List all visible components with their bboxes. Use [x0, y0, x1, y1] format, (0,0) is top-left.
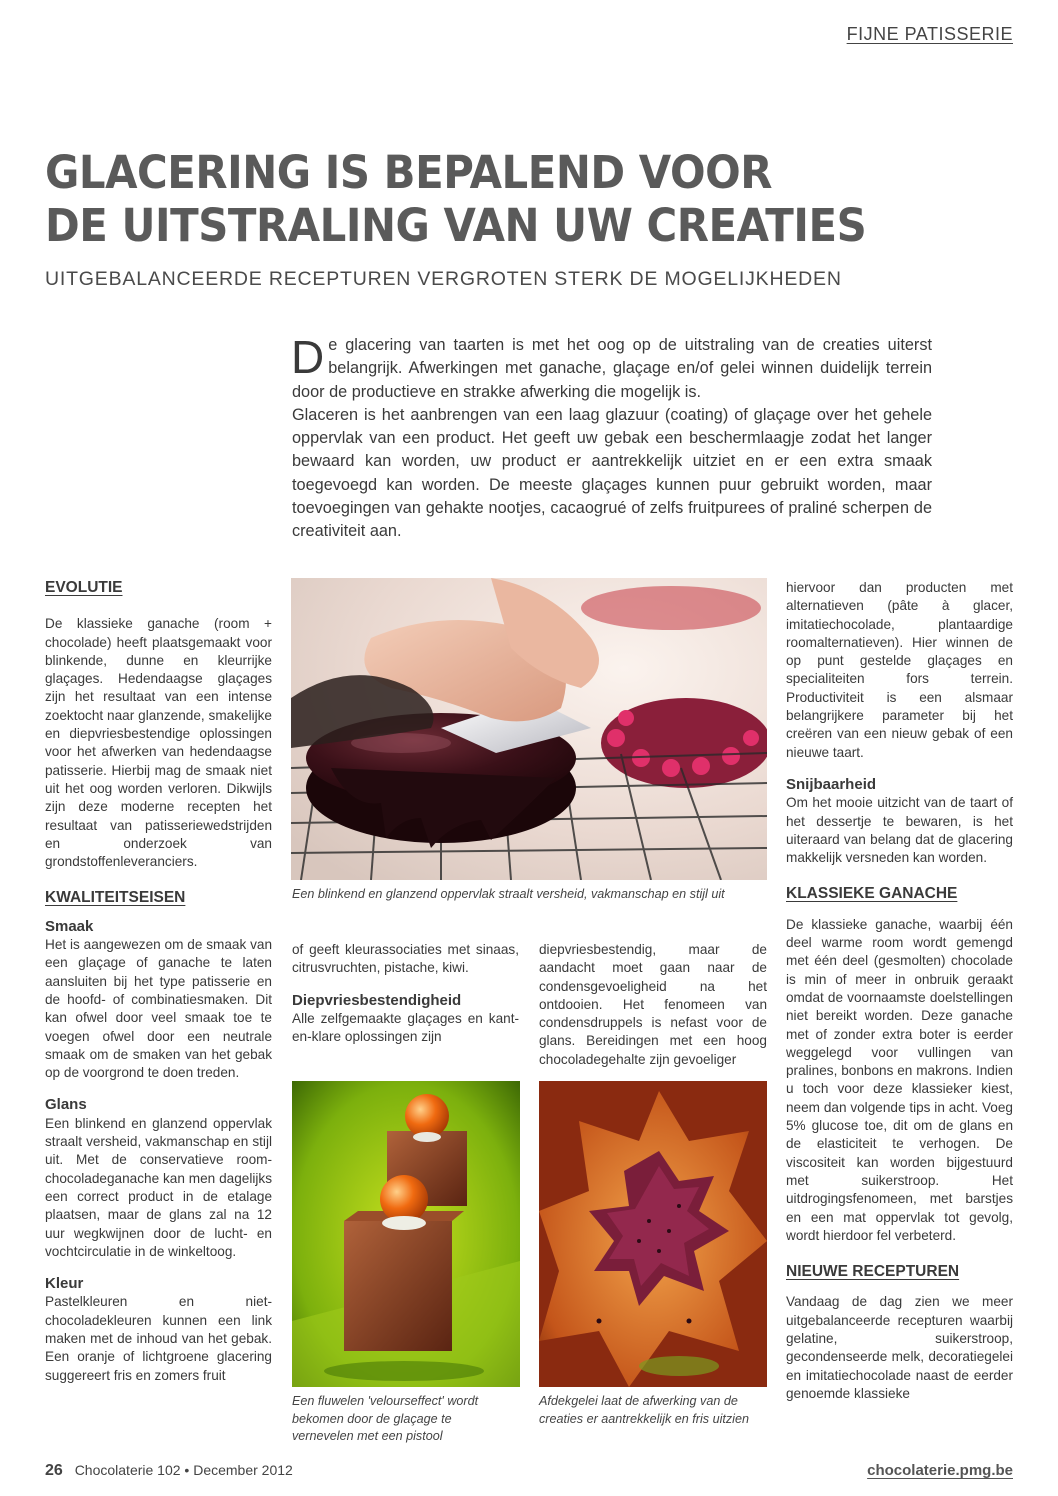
heading-nieuwe-recepturen: NIEUWE RECEPTUREN	[786, 1263, 960, 1281]
heading-kleur: Kleur	[45, 1275, 84, 1293]
heading-glans: Glans	[45, 1096, 87, 1114]
footer-left	[45, 1462, 293, 1480]
glazing-cake-image	[291, 578, 767, 880]
caption-photo-2: Een fluwelen 'velourseffect' wordt bekomen door de glaçage te vernevelen met een pistool	[292, 1394, 479, 1443]
title-line-1: GLACERING IS BEPALEND VOOR	[45, 146, 772, 199]
article-title	[45, 146, 956, 252]
text-glans: Een blinkend en glanzend oppervlak straalt versheid, vakmanschap en stijl uit. Met de conservatieve room-chocoladeganache kan men dagelijks een correct product in de etalage plaatsen, maar de glans zal na 12 uur wegkwijnen door de lucht- en vochtcirculatie in de winkeltoog.	[45, 1115, 272, 1259]
title-line-2: DE UITSTRALING VAN UW CREATIES	[45, 199, 867, 252]
text-kleur: Pastelkleuren en niet-chocoladekleuren kunnen een link maken met de inhoud van het gebak. Een oranje of lichtgroene glacering suggereert fris en zomers fruit	[45, 1294, 272, 1383]
caption-photo-1: Een blinkend en glanzend oppervlak straalt versheid, vakmanschap en stijl uit	[292, 887, 725, 901]
velvet-cubes-image	[292, 1081, 520, 1387]
intro-paragraph-2: Glaceren is het aanbrengen van een laag glazuur (coating) of glaçage over het gehele oppervlak van een product. Het geeft uw gebak een beschermlaagje zodat het langer bewaard kan worden, uw product er aantrekkelijk uitziet en er een extra smaak toegevoegd kan worden. De meeste glaçages kunnen puur gebruikt worden, maar toevoegingen van gehakte nootjes, cacaogrué of zelfs fruitpurees of praliné scherpen de creativiteit aan.	[292, 405, 932, 541]
article-subtitle: UITGEBALANCEERDE RECEPTUREN VERGROTEN STERK DE MOGELIJKHEDEN	[45, 268, 842, 290]
middle-column-b	[539, 941, 767, 1069]
middle-column-a	[292, 941, 519, 1046]
heading-klassieke-ganache: KLASSIEKE GANACHE	[786, 885, 958, 903]
intro	[291, 331, 932, 544]
left-column	[45, 579, 272, 1385]
right-column	[786, 579, 1013, 1403]
photo-star-pastry	[539, 1081, 767, 1387]
text-diepvries: Alle zelfgemaakte glaçages en kant-en-klare oplossingen zijn	[292, 1010, 519, 1045]
text-right-intro: hiervoor dan producten met alternatieven (pâte à glacer, imitatiechocolade, plantaardige roomalternatieven). Hier winnen de op punt gestelde glaçages en specialiteiten fors terrein. Productiviteit is een alsmaar belangrijkere parameter bij het creëren van een nieuw gebak of een nieuwe taart.	[786, 580, 1013, 760]
heading-kwaliteitseisen: KWALITEITSEISEN	[45, 889, 186, 907]
issue-info: Chocolaterie 102 • December 2012	[74, 1462, 293, 1478]
drop-cap: D	[291, 331, 325, 383]
heading-smaak: Smaak	[45, 917, 94, 935]
text-evolutie: De klassieke ganache (room + chocolade) heeft plaatsgemaakt voor blinkende, dunne en kleurrijke glaçages. Hedendaagse glaçages zijn het resultaat van een intense zoektocht naar glanzende, smakelijke en diepvriesbestendige oplossingen voor het afwerken van hedendaagse patisserie. Hierbij mag de smaak niet uit het oog worden verloren. Dikwijls zijn deze moderne recepten het resultaat van patisseriewedstrijden en onderzoek van grondstoffenleveranciers.	[45, 616, 272, 870]
heading-snijbaarheid: Snijbaarheid	[786, 775, 877, 793]
caption-photo-3: Afdekgelei laat de afwerking van de creaties er aantrekkelijk en fris uitzien	[539, 1394, 749, 1426]
heading-evolutie: EVOLUTIE	[45, 579, 123, 596]
text-kleur-continued: of geeft kleurassociaties met sinaas, citrusvruchten, pistache, kiwi.	[292, 942, 519, 976]
page-number: 26	[45, 1462, 63, 1479]
text-klassieke-ganache: De klassieke ganache, waarbij één deel warme room wordt gemengd met één deel (gesmolten) chocolade is min of meer in onbruik geraakt omdat de voornaamste doelstellingen niet bereikt worden. Deze ganache met of zonder extra boter is eerder weggelegd voor vullingen van pralines, bonbons en makrons. Indien u toch voor deze klassieker kiest, neem dan volgende tips in acht. Voeg 5% glucose toe, dit om de glans en de elasticiteit te verhogen. De viscositeit kan worden bijgestuurd met suikerstroop. Het uitdrogingsfenomeen, met barstjes en een mat oppervlak tot gevolg, wordt hierdoor fel verbeterd.	[786, 916, 1013, 1243]
photo-glazing-cake	[291, 578, 767, 880]
section-tag: FIJNE PATISSERIE	[846, 24, 1013, 44]
text-diepvries-continued: diepvriesbestendig, maar de aandacht moet gaan naar de condensgevoeligheid na het ontdooien. Het fenomeen van condensdruppels is nefast voor de glans. Bereidingen met een hoog chocoladegehalte zijn gevoeliger	[539, 942, 767, 1067]
website-link[interactable]: chocolaterie.pmg.be	[867, 1462, 1013, 1479]
heading-diepvriesbestendigheid: Diepvriesbestendigheid	[292, 991, 462, 1009]
photo-velvet-cubes	[292, 1081, 520, 1387]
text-smaak: Het is aangewezen om de smaak van een glaçage of ganache te laten aansluiten bij het type patisserie en de hoofd- of combinatiesmaken. Dit kan ofwel door veel smaak toe te voegen ofwel door een neutrale smaak om de smaken van het gebak op de voorgrond te doen treden.	[45, 937, 272, 1081]
star-pastry-image	[539, 1081, 767, 1387]
text-snijbaarheid: Om het mooie uitzicht van de taart of het dessertje te bewaren, is het uiteraard van belang dat de glacering makkelijk versneden kan worden.	[786, 795, 1013, 866]
text-nieuwe-recepturen: Vandaag de dag zien we meer uitgebalanceerde recepturen waarbij gelatine, suikerstroop, gecondenseerde melk, decoratiegelei en imitatiechocolade naast de eerder genoemde klassieke	[786, 1294, 1013, 1401]
intro-paragraph-1: De glacering van taarten is met het oog op de uitstraling van de creaties uiterst belangrijk. Afwerkingen met ganache, glaçage en/of gelei winnen duidelijk terrein door de productieve en strakke afwerking die mogelijk is.	[291, 331, 932, 401]
